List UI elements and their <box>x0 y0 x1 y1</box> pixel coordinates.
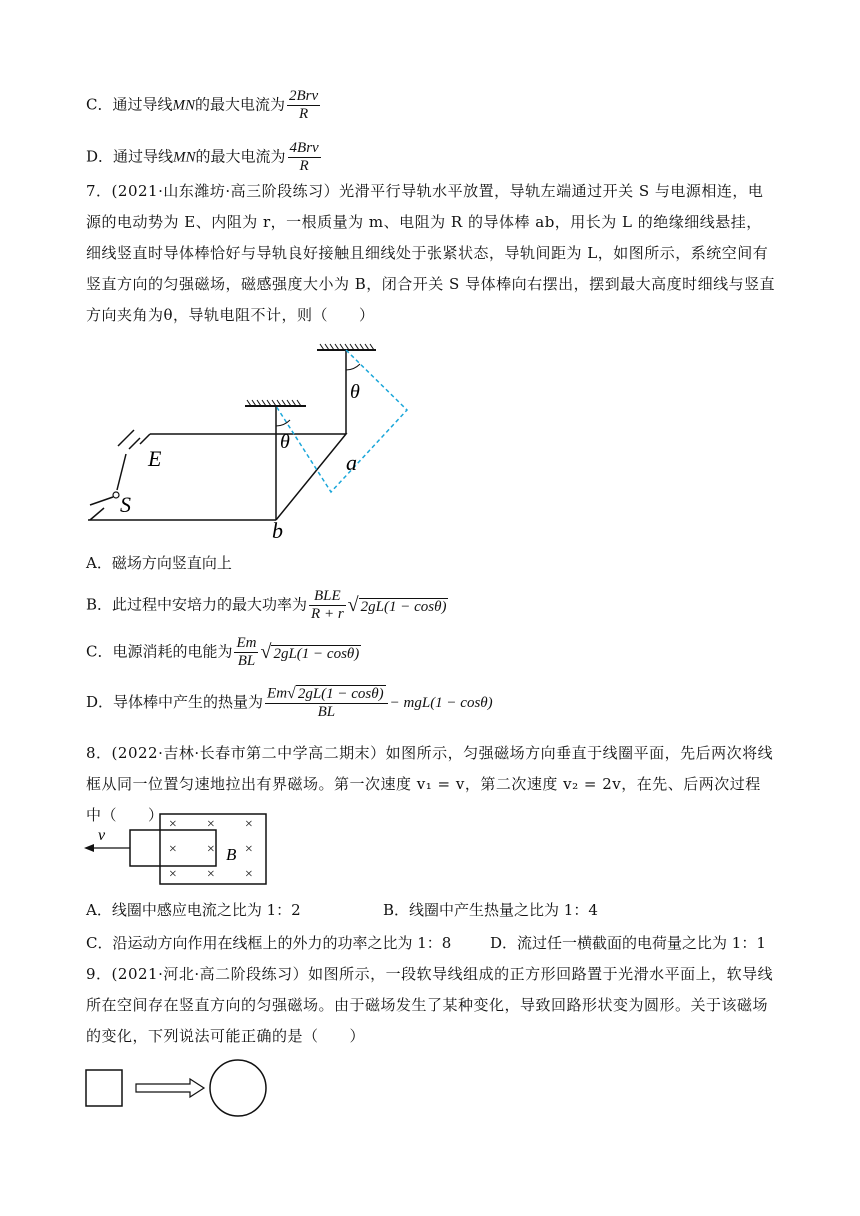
theta-label: θ <box>280 431 290 453</box>
q9-stem: 9．(2021·河北·高二阶段练习）如图所示，一段软导线组成的正方形回路置于光滑水平面上，软导线所在空间存在竖直方向的匀强磁场。由于磁场发生了某种变化，导致回路形状变为圆形。关于该磁场的变化，下列说法可能正确的是（ ） <box>86 965 774 1045</box>
square-root: √ 2gL(1 − cosθ) <box>260 640 360 663</box>
emf-label: E <box>148 446 162 471</box>
switch-label: S <box>120 492 131 517</box>
q8-option-b: B．线圈中产生热量之比为 1：4 <box>383 901 598 919</box>
cross-mark: × <box>206 867 216 882</box>
q7-stem: 7．(2021·山东潍坊·高三阶段练习）光滑平行导轨水平放置，导轨左端通过开关 S 与电源相连，电源的电动势为 E、内阻为 r，一根质量为 m、电阻为 R 的导体棒 ab，用长为 L 的绝缘细线悬挂，细线竖直时导体棒恰好与导轨良好接触且细线处于张紧状态，导轨间距为 L，如图所示，系统空间有竖直方向的匀强磁场，磁感强度大小为 B，闭合开关 S 导体棒向右摆出，摆到最大高度时细线与竖直方向夹角为θ，导轨电阻不计，则（ ） <box>86 182 776 324</box>
q8-option-c: C．沿运动方向作用在线框上的外力的功率之比为 1：8 <box>86 934 452 952</box>
q8-figure <box>80 808 280 888</box>
q7-option-b: B．此过程中安培力的最大功率为 $\frac{\text{BLE}}{R + r}$ √ 2gL(1 − cosθ) <box>86 588 447 622</box>
cross-mark: × <box>168 867 178 882</box>
fraction: $\frac{\text{2Brv}}{R}$ <box>289 88 319 122</box>
theta-label: θ <box>350 381 360 403</box>
cross-mark: × <box>168 842 178 857</box>
square-root: √ 2gL(1 − cosθ) <box>347 593 447 616</box>
cross-mark: × <box>168 817 178 832</box>
fraction: $\frac{Em}{BL}$ <box>236 635 257 669</box>
q9-figure <box>80 1050 280 1130</box>
q6-option-d: D．通过导线MN的最大电流为 $\frac{\text{4Brv}}{R}$ <box>86 140 319 174</box>
cross-mark: × <box>206 842 216 857</box>
cross-mark: × <box>244 817 254 832</box>
field-label: B <box>226 845 237 864</box>
q6-option-c: C．通过导线MN的最大电流为 $\frac{\text{2Brv}}{R}$ <box>86 88 319 122</box>
q7-option-d: D．导体棒中产生的热量为 $\frac{Em√ 2gL(1 - \cos\theta)}{BL}$ − mgL(1 − cosθ) <box>86 685 493 720</box>
point-b-label: b <box>272 518 283 543</box>
q8-stem: 8．(2022·吉林·长春市第二中学高二期末）如图所示，匀强磁场方向垂直于线圈平面，先后两次将线框从同一位置匀速地拉出有界磁场。第一次速度 v₁ = v，第二次速度 v₂ = 2v，在先、后两次过程中（ ） <box>86 744 774 824</box>
cross-mark: × <box>244 867 254 882</box>
q8-option-a: A．线圈中感应电流之比为 1：2 <box>86 901 301 919</box>
q7-option-c: C．电源消耗的电能为 $\frac{Em}{BL}$ √ 2gL(1 − cosθ) <box>86 635 360 669</box>
fraction: $\frac{Em√ 2gL(1 - \cos\theta)}{BL}$ <box>265 685 388 721</box>
cross-mark: × <box>206 817 216 832</box>
cross-mark: × <box>244 842 254 857</box>
q7-option-a: A．磁场方向竖直向上 <box>86 554 232 572</box>
q7-figure <box>80 340 420 545</box>
fraction: $\frac{\text{BLE}}{R + r}$ <box>311 588 344 622</box>
velocity-label: v <box>98 827 106 844</box>
q8-option-d: D．流过任一横截面的电荷量之比为 1：1 <box>490 934 766 952</box>
square-root: √ 2gL(1 − cosθ) <box>287 685 384 702</box>
point-a-label: a <box>346 450 357 475</box>
fraction: $\frac{\text{4Brv}}{R}$ <box>289 140 319 174</box>
